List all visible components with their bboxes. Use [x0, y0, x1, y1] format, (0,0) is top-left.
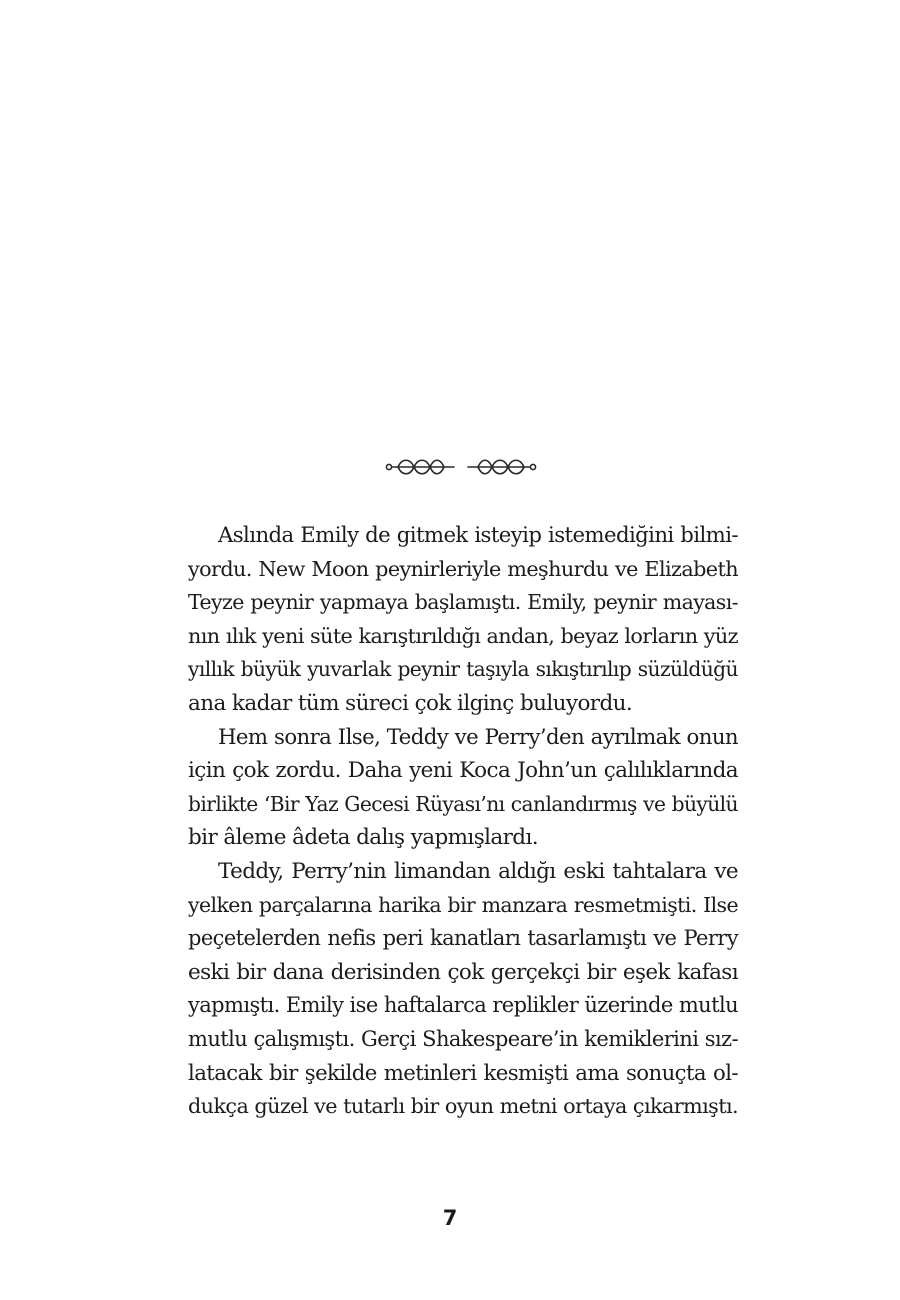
text-line: Aslında Emily de gitmek isteyip istemediğini bilmi- [218, 523, 738, 548]
text-line: ana kadar tüm süreci çok ilginç buluyordu. [188, 690, 633, 716]
text-line: yordu. New Moon peynirleriyle meşhurdu ve Elizabeth [188, 556, 738, 581]
text-line: peçetelerden nefis peri kanatları tasarlamıştı ve Perry [188, 926, 738, 951]
text-line: Teyze peynir yapmaya başlamıştı. Emily, peynir mayası- [188, 590, 738, 615]
text-line: yapmıştı. Emily ise haftalarca replikler üzerinde mutlu [188, 993, 738, 1018]
paragraph [188, 855, 738, 1124]
text-line: Hem sonra Ilse, Teddy ve Perry’den ayrılmak onun [218, 724, 738, 750]
text-line: nın ılık yeni süte karıştırıldığı andan, beyaz lorların yüz [188, 623, 738, 648]
text-line: Teddy, Perry’nin limandan aldığı eski tahtalara ve [218, 858, 738, 884]
text-line: eski bir dana derisinden çok gerçekçi bir eşek kafası [188, 959, 738, 985]
text-line: yıllık büyük yuvarlak peynir taşıyla sıkıştırılıp süzüldüğü [188, 657, 738, 682]
paragraph [188, 519, 738, 721]
text-line: birlikte ‘Bir Yaz Gecesi Rüyası’nı canlandırmış ve büyülü [188, 791, 738, 816]
body-text [188, 519, 738, 1124]
paragraph [188, 721, 738, 855]
text-line: bir âleme âdeta dalış yapmışlardı. [188, 825, 538, 851]
page-number: 7 [442, 1206, 458, 1230]
text-line: dukça güzel ve tutarlı bir oyun metni ortaya çıkarmıştı. [188, 1094, 738, 1119]
text-line: yelken parçalarına harika bir manzara resmetmişti. Ilse [188, 892, 738, 917]
text-line: mutlu çalışmıştı. Gerçi Shakespeare’in kemiklerini sız- [188, 1026, 738, 1051]
leafy-branch-divider-icon [384, 452, 538, 486]
text-line: için çok zordu. Daha yeni Koca John’un çalılıklarında [188, 758, 738, 784]
text-line: latacak bir şekilde metinleri kesmişti ama sonuçta ol- [188, 1060, 738, 1086]
